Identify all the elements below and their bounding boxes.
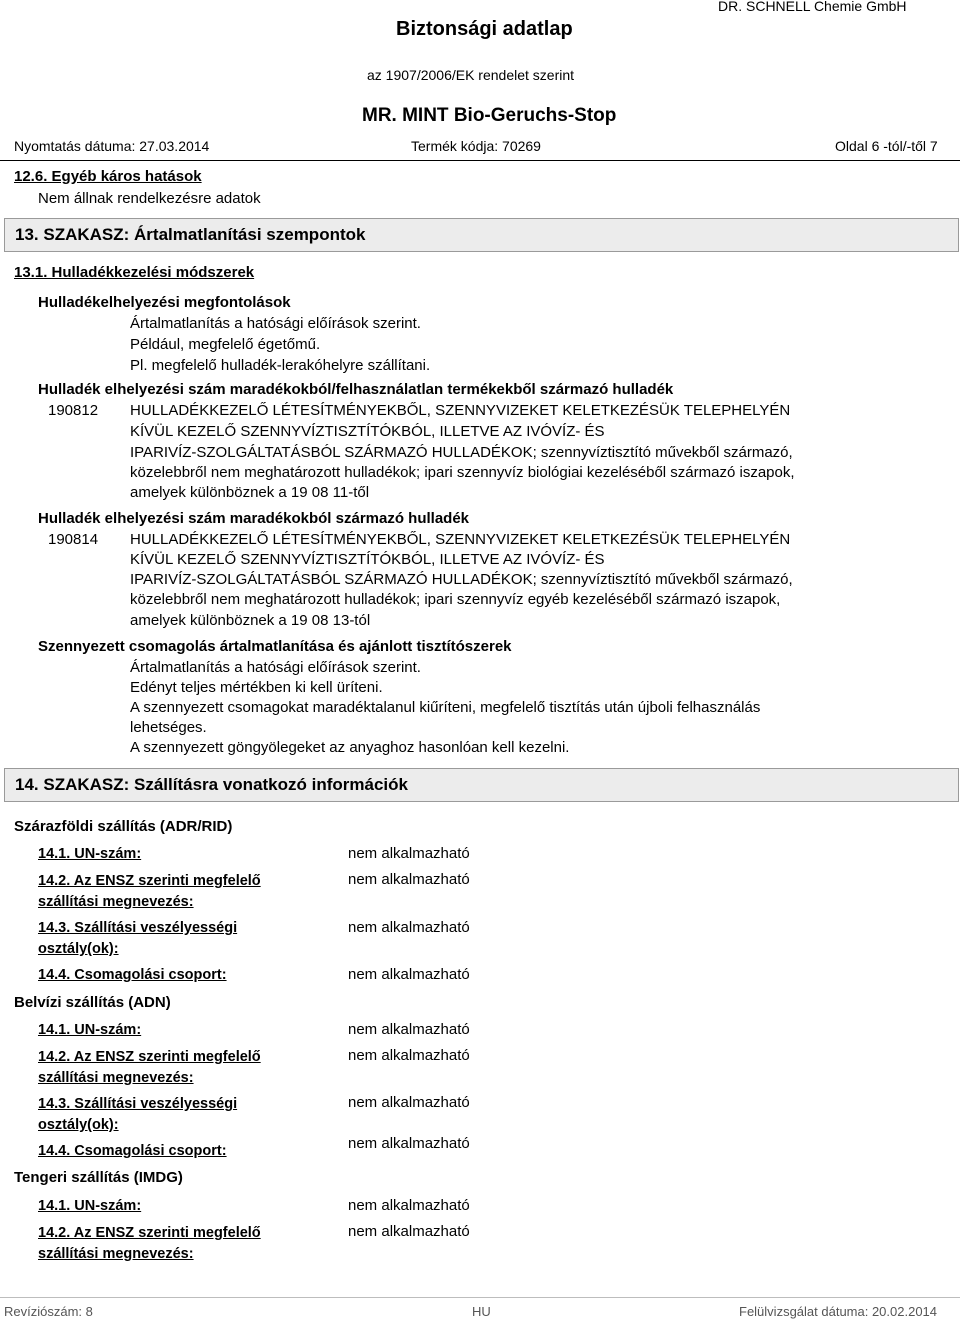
waste2-line: amelyek különböznek a 19 08 13-tól (130, 612, 371, 629)
product-name: MR. MINT Bio-Geruchs-Stop (362, 105, 617, 126)
review-date: Felülvizsgálat dátuma: 20.02.2014 (739, 1304, 938, 1319)
adr-name-value: nem alkalmazható (348, 871, 470, 888)
packaging-line: lehetséges. (130, 719, 207, 736)
waste2-heading: Hulladék elhelyezési szám maradékokból származó hulladék (38, 510, 470, 527)
adn-name-label-2: szállítási megnevezés: (38, 1070, 194, 1086)
adr-heading: Szárazföldi szállítás (ADR/RID) (14, 818, 233, 835)
waste1-line: KÍVÜL KEZELŐ SZENNYVÍZTISZTÍTÓKBÓL, ILLETVE AZ IVÓVÍZ- ÉS (130, 423, 605, 440)
print-date: Nyomtatás dátuma: 27.03.2014 (14, 138, 210, 154)
packaging-line: A szennyezett csomagokat maradéktalanul kiűríteni, megfelelő tisztítás után újboli felhasználás (130, 699, 761, 716)
adn-group-label: 14.4. Csomagolási csoport: (38, 1143, 227, 1159)
packaging-line: A szennyezett göngyölegeket az anyaghoz hasonlóan kell kezelni. (130, 739, 570, 756)
page-number: Oldal 6 -tól/-től 7 (835, 138, 938, 154)
adr-class-label-2: osztály(ok): (38, 941, 119, 957)
adr-name-label: 14.2. Az ENSZ szerinti megfelelő (38, 873, 261, 889)
waste1-line: amelyek különböznek a 19 08 11-től (130, 484, 370, 501)
adn-class-label-2: osztály(ok): (38, 1117, 119, 1133)
footer-rule (0, 1297, 960, 1298)
waste2-line: KÍVÜL KEZELŐ SZENNYVÍZTISZTÍTÓKBÓL, ILLETVE AZ IVÓVÍZ- ÉS (130, 551, 605, 568)
imdg-heading: Tengeri szállítás (IMDG) (14, 1169, 183, 1186)
adr-class-value: nem alkalmazható (348, 919, 470, 936)
adr-group-label: 14.4. Csomagolási csoport: (38, 967, 227, 983)
disposal-heading: Hulladékelhelyezési megfontolások (38, 294, 291, 311)
waste2-code: 190814 (48, 531, 99, 548)
adn-un-value: nem alkalmazható (348, 1021, 470, 1038)
heading-13-1: 13.1. Hulladékkezelési módszerek (14, 264, 255, 281)
section-14-bar (4, 768, 959, 802)
company-name: DR. SCHNELL Chemie GmbH (718, 0, 907, 14)
revision-number: Revíziószám: 8 (4, 1304, 93, 1319)
packaging-heading: Szennyezett csomagolás ártalmatlanítása és ajánlott tisztítószerek (38, 638, 512, 655)
header-rule (0, 160, 960, 161)
product-code: Termék kódja: 70269 (411, 138, 541, 154)
section-13-title: 13. SZAKASZ: Ártalmatlanítási szempontok (15, 225, 366, 244)
adr-un-value: nem alkalmazható (348, 845, 470, 862)
packaging-line: Edényt teljes mértékben ki kell üríteni. (130, 679, 383, 696)
imdg-name-label-2: szállítási megnevezés: (38, 1246, 194, 1262)
section-14-title: 14. SZAKASZ: Szállításra vonatkozó információk (15, 775, 408, 794)
disposal-line: Pl. megfelelő hulladék-lerakóhelyre szállítani. (130, 357, 431, 374)
imdg-name-value: nem alkalmazható (348, 1223, 470, 1240)
adn-un-label: 14.1. UN-szám: (38, 1022, 142, 1038)
waste1-line: IPARIVÍZ-SZOLGÁLTATÁSBÓL SZÁRMAZÓ HULLADÉKOK; szennyvíztisztító művekből származó, (130, 444, 793, 461)
adr-name-label-2: szállítási megnevezés: (38, 894, 194, 910)
waste1-code: 190812 (48, 402, 99, 419)
adn-group-value: nem alkalmazható (348, 1135, 470, 1152)
imdg-name-label: 14.2. Az ENSZ szerinti megfelelő (38, 1225, 261, 1241)
adn-class-label: 14.3. Szállítási veszélyességi (38, 1096, 238, 1112)
waste2-line: közelebbről nem meghatározott hulladékok; ipari szennyvíz egyéb kezeléséből származó iszapok, (130, 591, 781, 608)
section-13-bar (4, 218, 959, 252)
disposal-line: Ártalmatlanítás a hatósági előírások szerint. (130, 315, 421, 332)
adr-group-value: nem alkalmazható (348, 966, 470, 983)
waste1-line: közelebbről nem meghatározott hulladékok; ipari szennyvíz biológiai kezeléséből származó iszapok, (130, 464, 795, 481)
language-code: HU (472, 1304, 491, 1319)
packaging-line: Ártalmatlanítás a hatósági előírások szerint. (130, 659, 421, 676)
text-12-6: Nem állnak rendelkezésre adatok (38, 190, 261, 207)
adr-class-label: 14.3. Szállítási veszélyességi (38, 920, 238, 936)
regulation-text: az 1907/2006/EK rendelet szerint (367, 67, 575, 83)
adn-class-value: nem alkalmazható (348, 1094, 470, 1111)
waste2-line: IPARIVÍZ-SZOLGÁLTATÁSBÓL SZÁRMAZÓ HULLADÉKOK; szennyvíztisztító művekből származó, (130, 571, 793, 588)
imdg-un-value: nem alkalmazható (348, 1197, 470, 1214)
heading-12-6: 12.6. Egyéb káros hatások (14, 168, 202, 185)
waste1-line: HULLADÉKKEZELŐ LÉTESÍTMÉNYEKBŐL, SZENNYVIZEKET KELETKEZÉSÜK TELEPHELYÉN (130, 402, 791, 419)
waste2-line: HULLADÉKKEZELŐ LÉTESÍTMÉNYEKBŐL, SZENNYVIZEKET KELETKEZÉSÜK TELEPHELYÉN (130, 531, 791, 548)
imdg-un-label: 14.1. UN-szám: (38, 1198, 142, 1214)
adn-heading: Belvízi szállítás (ADN) (14, 994, 171, 1011)
adn-name-label: 14.2. Az ENSZ szerinti megfelelő (38, 1049, 261, 1065)
disposal-line: Például, megfelelő égetőmű. (130, 336, 321, 353)
adn-name-value: nem alkalmazható (348, 1047, 470, 1064)
waste1-heading: Hulladék elhelyezési szám maradékokból/felhasználatlan termékekből származó hulladék (38, 381, 674, 398)
document-title: Biztonsági adatlap (396, 18, 573, 40)
adr-un-label: 14.1. UN-szám: (38, 846, 142, 862)
